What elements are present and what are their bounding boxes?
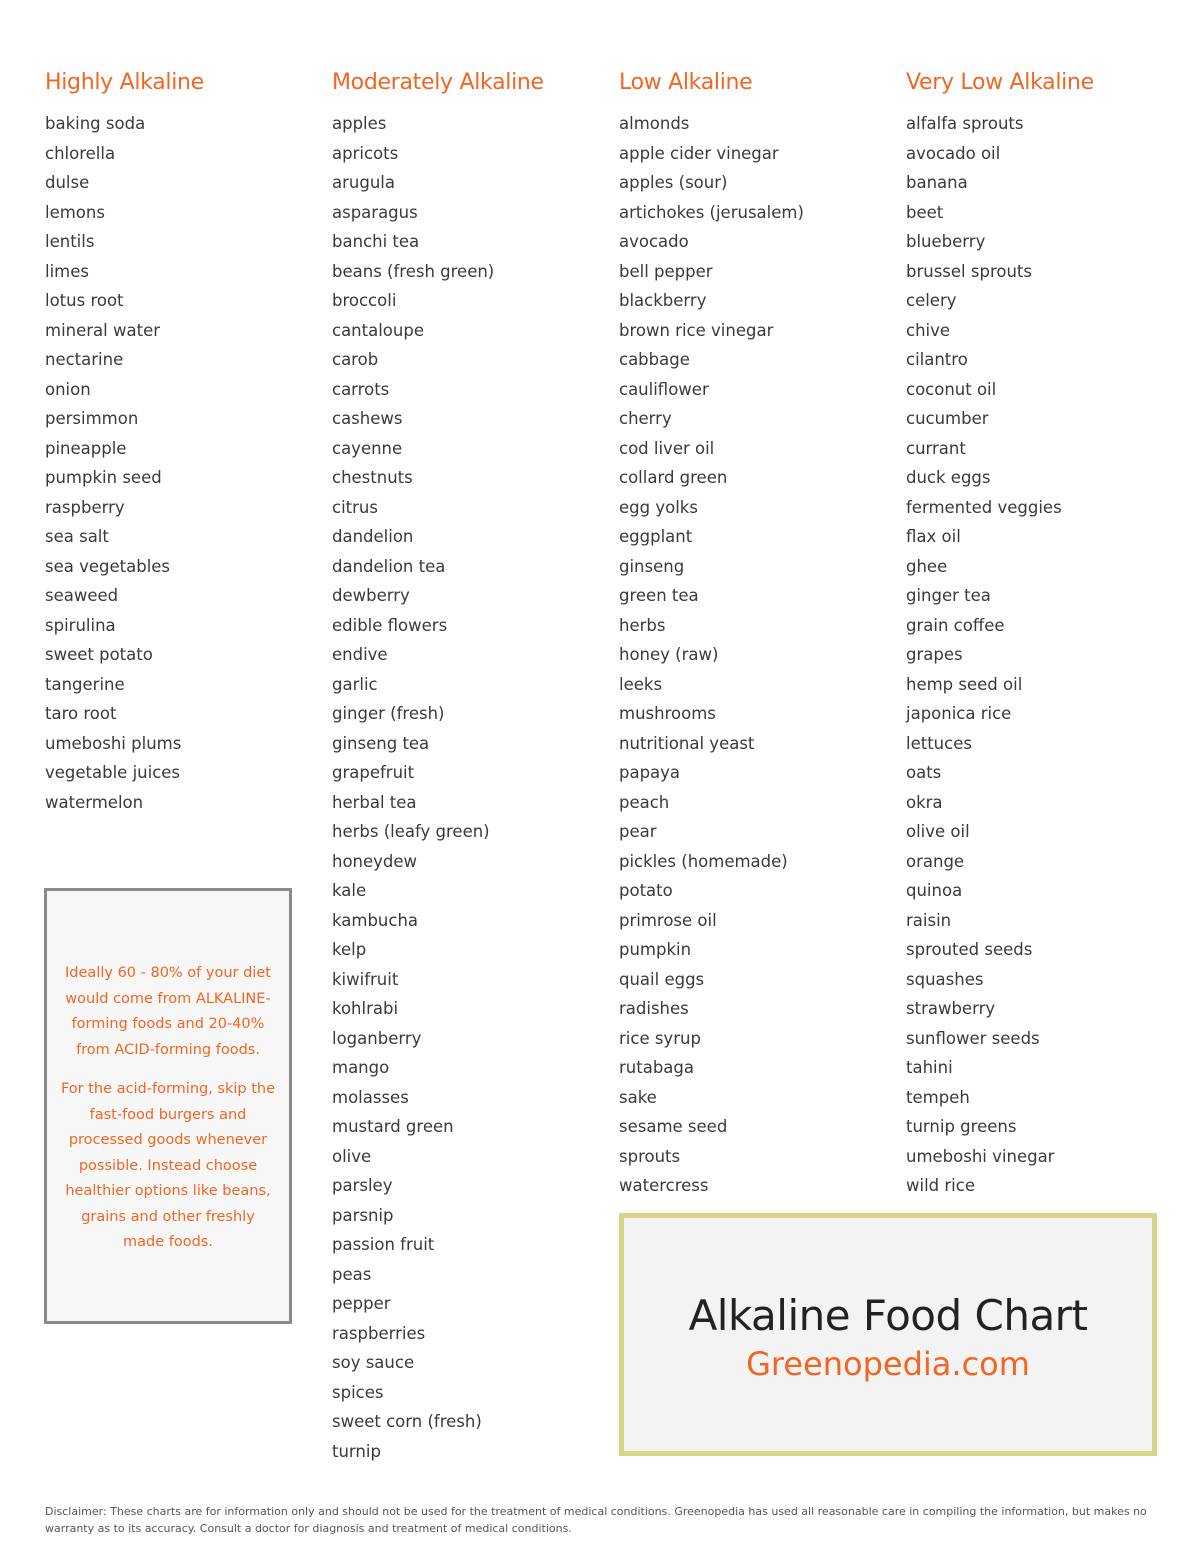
food-item: tangerine [45, 674, 125, 694]
food-item: mango [332, 1058, 390, 1077]
food-item: orange [906, 851, 965, 871]
food-item: pumpkin seed [45, 468, 162, 487]
food-item: chlorella [45, 143, 116, 163]
food-item: primrose oil [619, 910, 717, 930]
food-item: radishes [619, 999, 689, 1018]
food-item: citrus [332, 497, 378, 517]
food-item: mushrooms [619, 704, 716, 723]
title-box [619, 1213, 1157, 1456]
food-item: baking soda [45, 114, 146, 133]
food-item: flax oil [906, 527, 961, 546]
food-item: chive [906, 320, 951, 340]
food-item: parsnip [332, 1205, 394, 1225]
food-list [332, 109, 544, 1466]
food-item: broccoli [332, 291, 397, 310]
food-item: seaweed [45, 586, 119, 605]
food-item: mustard green [332, 1117, 454, 1136]
food-item: ginger tea [906, 586, 991, 605]
food-item: apple cider vinegar [619, 143, 779, 163]
food-item: spices [332, 1382, 384, 1402]
food-item: sake [619, 1087, 657, 1107]
diet-tip-box [44, 888, 292, 1324]
food-item: spirulina [45, 615, 116, 635]
food-item: taro root [45, 704, 117, 723]
food-item: watercress [619, 1176, 709, 1195]
food-item: wild rice [906, 1176, 975, 1195]
food-item: ginger (fresh) [332, 704, 445, 723]
food-item: raspberry [45, 497, 125, 517]
food-item: raisin [906, 910, 952, 930]
food-item: cashews [332, 409, 403, 428]
tip-paragraph: Ideally 60 - 80% of your diet would come from ALKALINE-forming foods and 20-40% from ACID-forming foods. [65, 965, 271, 1058]
food-item: grapefruit [332, 763, 415, 782]
disclaimer: Disclaimer: These charts are for information only and should not be used for the treatment of medical conditions. Greenopedia has used all reasonable care in compiling the information, but makes no warranty as to its accuracy. Consult a doctor for diagnosis and treatment of medical conditions. [45, 1505, 1147, 1535]
food-item: squashes [906, 969, 984, 989]
food-list [906, 109, 1094, 1201]
food-item: dulse [45, 173, 90, 192]
food-item: umeboshi plums [45, 733, 182, 753]
food-item: turnip greens [906, 1117, 1017, 1136]
food-item: carrots [332, 379, 390, 399]
food-item: celery [906, 291, 957, 310]
food-list [45, 109, 204, 817]
food-item: ginseng [619, 556, 685, 576]
food-item: ghee [906, 556, 948, 576]
food-item: lettuces [906, 733, 972, 753]
food-item: sea salt [45, 527, 109, 546]
food-item: edible flowers [332, 615, 448, 635]
food-item: peas [332, 1264, 372, 1284]
column-very-low-alkaline [906, 68, 1094, 1201]
food-item: pumpkin [619, 940, 692, 959]
food-item: cucumber [906, 409, 989, 428]
food-item: dewberry [332, 586, 410, 605]
food-item: sweet potato [45, 645, 153, 664]
food-item: leeks [619, 674, 663, 694]
food-item: dandelion [332, 527, 414, 546]
food-item: pepper [332, 1294, 391, 1313]
food-item: lemons [45, 202, 105, 222]
food-item: kohlrabi [332, 999, 399, 1018]
food-item: rutabaga [619, 1058, 694, 1077]
food-item: herbs (leafy green) [332, 822, 490, 841]
food-item: lentils [45, 232, 95, 251]
food-item: quail eggs [619, 969, 705, 989]
food-item: oats [906, 763, 942, 782]
food-item: pineapple [45, 438, 127, 458]
food-item: nutritional yeast [619, 733, 755, 753]
food-item: herbs [619, 615, 666, 635]
food-item: olive oil [906, 822, 970, 841]
food-item: honeydew [332, 851, 418, 871]
food-item: beet [906, 202, 944, 222]
column-heading: Highly Alkaline [45, 70, 204, 95]
food-item: cilantro [906, 350, 968, 369]
food-item: green tea [619, 586, 699, 605]
food-item: loganberry [332, 1028, 422, 1048]
food-item: bell pepper [619, 261, 713, 281]
column-heading: Moderately Alkaline [332, 70, 544, 95]
food-item: egg yolks [619, 497, 698, 517]
food-item: olive [332, 1146, 372, 1166]
food-item: avocado [619, 232, 689, 251]
food-item: cauliflower [619, 379, 709, 399]
food-item: sprouts [619, 1146, 681, 1166]
food-item: tempeh [906, 1087, 970, 1107]
food-item: banana [906, 173, 968, 192]
food-item: apricots [332, 143, 399, 163]
food-item: okra [906, 792, 943, 812]
food-item: pear [619, 822, 657, 841]
food-item: hemp seed oil [906, 674, 1023, 694]
food-item: grapes [906, 645, 963, 664]
food-item: apples (sour) [619, 173, 728, 192]
column-low-alkaline [619, 68, 804, 1201]
food-item: quinoa [906, 881, 963, 900]
food-item: papaya [619, 763, 681, 782]
food-item: asparagus [332, 202, 418, 222]
food-item: tahini [906, 1058, 953, 1077]
food-item: passion fruit [332, 1235, 435, 1254]
food-item: molasses [332, 1087, 409, 1107]
food-item: currant [906, 438, 966, 458]
food-item: ginseng tea [332, 733, 430, 753]
food-item: kelp [332, 940, 367, 959]
food-item: carob [332, 350, 379, 369]
food-item: nectarine [45, 350, 124, 369]
tip-paragraph: For the acid-forming, skip the fast-food burgers and processed goods whenever possible. Instead choose healthier options like beans, grains and other freshly made foods. [60, 1081, 276, 1250]
food-item: chestnuts [332, 468, 413, 487]
food-item: honey (raw) [619, 645, 719, 664]
food-list [619, 109, 804, 1201]
food-item: onion [45, 379, 91, 399]
food-item: eggplant [619, 527, 693, 546]
food-item: kale [332, 881, 367, 900]
food-item: soy sauce [332, 1353, 415, 1372]
food-item: dandelion tea [332, 556, 446, 576]
food-item: collard green [619, 468, 728, 487]
food-item: cod liver oil [619, 438, 715, 458]
food-item: mineral water [45, 320, 161, 340]
food-item: limes [45, 261, 89, 281]
food-item: cherry [619, 409, 672, 428]
food-item: persimmon [45, 409, 139, 428]
food-item: parsley [332, 1176, 393, 1195]
food-item: sweet corn (fresh) [332, 1412, 482, 1431]
food-item: apples [332, 114, 387, 133]
food-item: blueberry [906, 232, 986, 251]
column-heading: Very Low Alkaline [906, 70, 1094, 95]
food-item: potato [619, 881, 673, 900]
food-item: fermented veggies [906, 497, 1062, 517]
food-item: turnip [332, 1441, 381, 1461]
food-item: alfalfa sprouts [906, 114, 1024, 133]
food-item: peach [619, 792, 670, 812]
food-item: strawberry [906, 999, 996, 1018]
food-item: brussel sprouts [906, 261, 1032, 281]
food-item: sea vegetables [45, 556, 171, 576]
food-item: cayenne [332, 438, 403, 458]
food-item: kiwifruit [332, 969, 399, 989]
food-item: pickles (homemade) [619, 851, 788, 871]
food-item: coconut oil [906, 379, 997, 399]
food-item: cabbage [619, 350, 690, 369]
food-item: beans (fresh green) [332, 261, 495, 281]
food-item: blackberry [619, 291, 707, 310]
food-item: duck eggs [906, 468, 991, 487]
food-item: kambucha [332, 910, 419, 930]
food-item: avocado oil [906, 143, 1001, 163]
food-item: sunflower seeds [906, 1028, 1040, 1048]
food-item: vegetable juices [45, 763, 181, 782]
food-item: sesame seed [619, 1117, 728, 1136]
food-item: almonds [619, 114, 690, 133]
food-item: arugula [332, 173, 395, 192]
food-item: herbal tea [332, 792, 417, 812]
chart-title: Alkaline Food Chart [688, 1291, 1088, 1340]
food-item: brown rice vinegar [619, 320, 774, 340]
site-name: Greenopedia.com [746, 1345, 1030, 1383]
food-item: watermelon [45, 792, 144, 812]
column-moderately-alkaline [332, 68, 544, 1466]
food-item: raspberries [332, 1323, 426, 1343]
food-item: banchi tea [332, 232, 420, 251]
food-item: rice syrup [619, 1028, 701, 1048]
food-item: japonica rice [906, 704, 1012, 723]
column-highly-alkaline [45, 68, 204, 817]
food-item: lotus root [45, 291, 124, 310]
food-item: sprouted seeds [906, 940, 1033, 959]
food-item: umeboshi vinegar [906, 1146, 1055, 1166]
food-item: grain coffee [906, 615, 1005, 635]
food-item: cantaloupe [332, 320, 424, 340]
food-item: artichokes (jerusalem) [619, 202, 804, 222]
food-item: garlic [332, 674, 378, 694]
column-heading: Low Alkaline [619, 70, 753, 95]
food-item: endive [332, 645, 388, 664]
